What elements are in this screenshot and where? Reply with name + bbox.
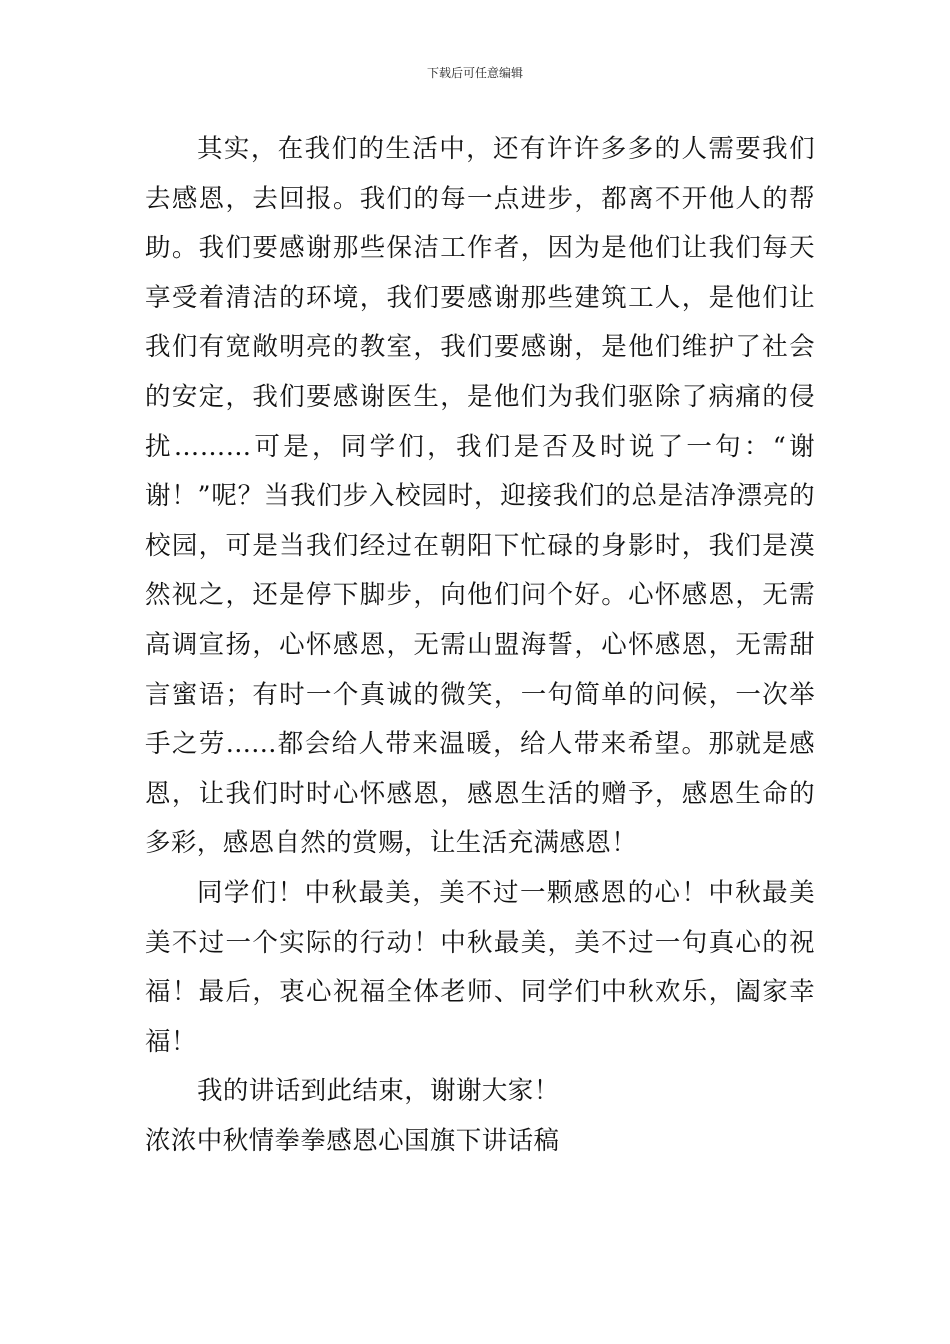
- document-body: [145, 125, 815, 1166]
- document-title: 浓浓中秋情拳拳感恩心国旗下讲话稿: [145, 1125, 560, 1156]
- paragraph-mid-autumn-wishes: 同学们！中秋最美，美不过一颗感恩的心！中秋最美美不过一个实际的行动！中秋最美，美不过一句真心的祝福！最后，衷心祝福全体老师、同学们中秋欢乐，阖家幸福！: [145, 877, 815, 1057]
- page-header: 下载后可任意编辑: [426, 66, 523, 80]
- paragraph-gratitude: 其实，在我们的生活中，还有许许多多的人需要我们去感恩，去回报。我们的每一点进步，都离不开他人的帮助。我们要感谢那些保洁工作者，因为是他们让我们每天享受着清洁的环境，我们要感谢那些建筑工人，是他们让我们有宽敞明亮的教室，我们要感谢，是他们维护了社会的安定，我们要感谢医生，是他们为我们驱除了病痛的侵扰………可是，同学们，我们是否及时说了一句：“谢谢！”呢？当我们步入校园时，迎接我们的总是洁净漂亮的校园，可是当我们经过在朝阳下忙碌的身影时，我们是漠然视之，还是停下脚步，向他们问个好。心怀感恩，无需高调宣扬，心怀感恩，无需山盟海誓，心怀感恩，无需甜言蜜语；有时一个真诚的微笑，一句简单的问候，一次举手之劳......都会给人带来温暖，给人带来希望。那就是感恩，让我们时时心怀感恩，感恩生活的赠予，感恩生命的多彩，感恩自然的赏赐，让生活充满感恩！: [145, 134, 815, 859]
- paragraph-closing: 我的讲话到此结束，谢谢大家！: [197, 1076, 560, 1107]
